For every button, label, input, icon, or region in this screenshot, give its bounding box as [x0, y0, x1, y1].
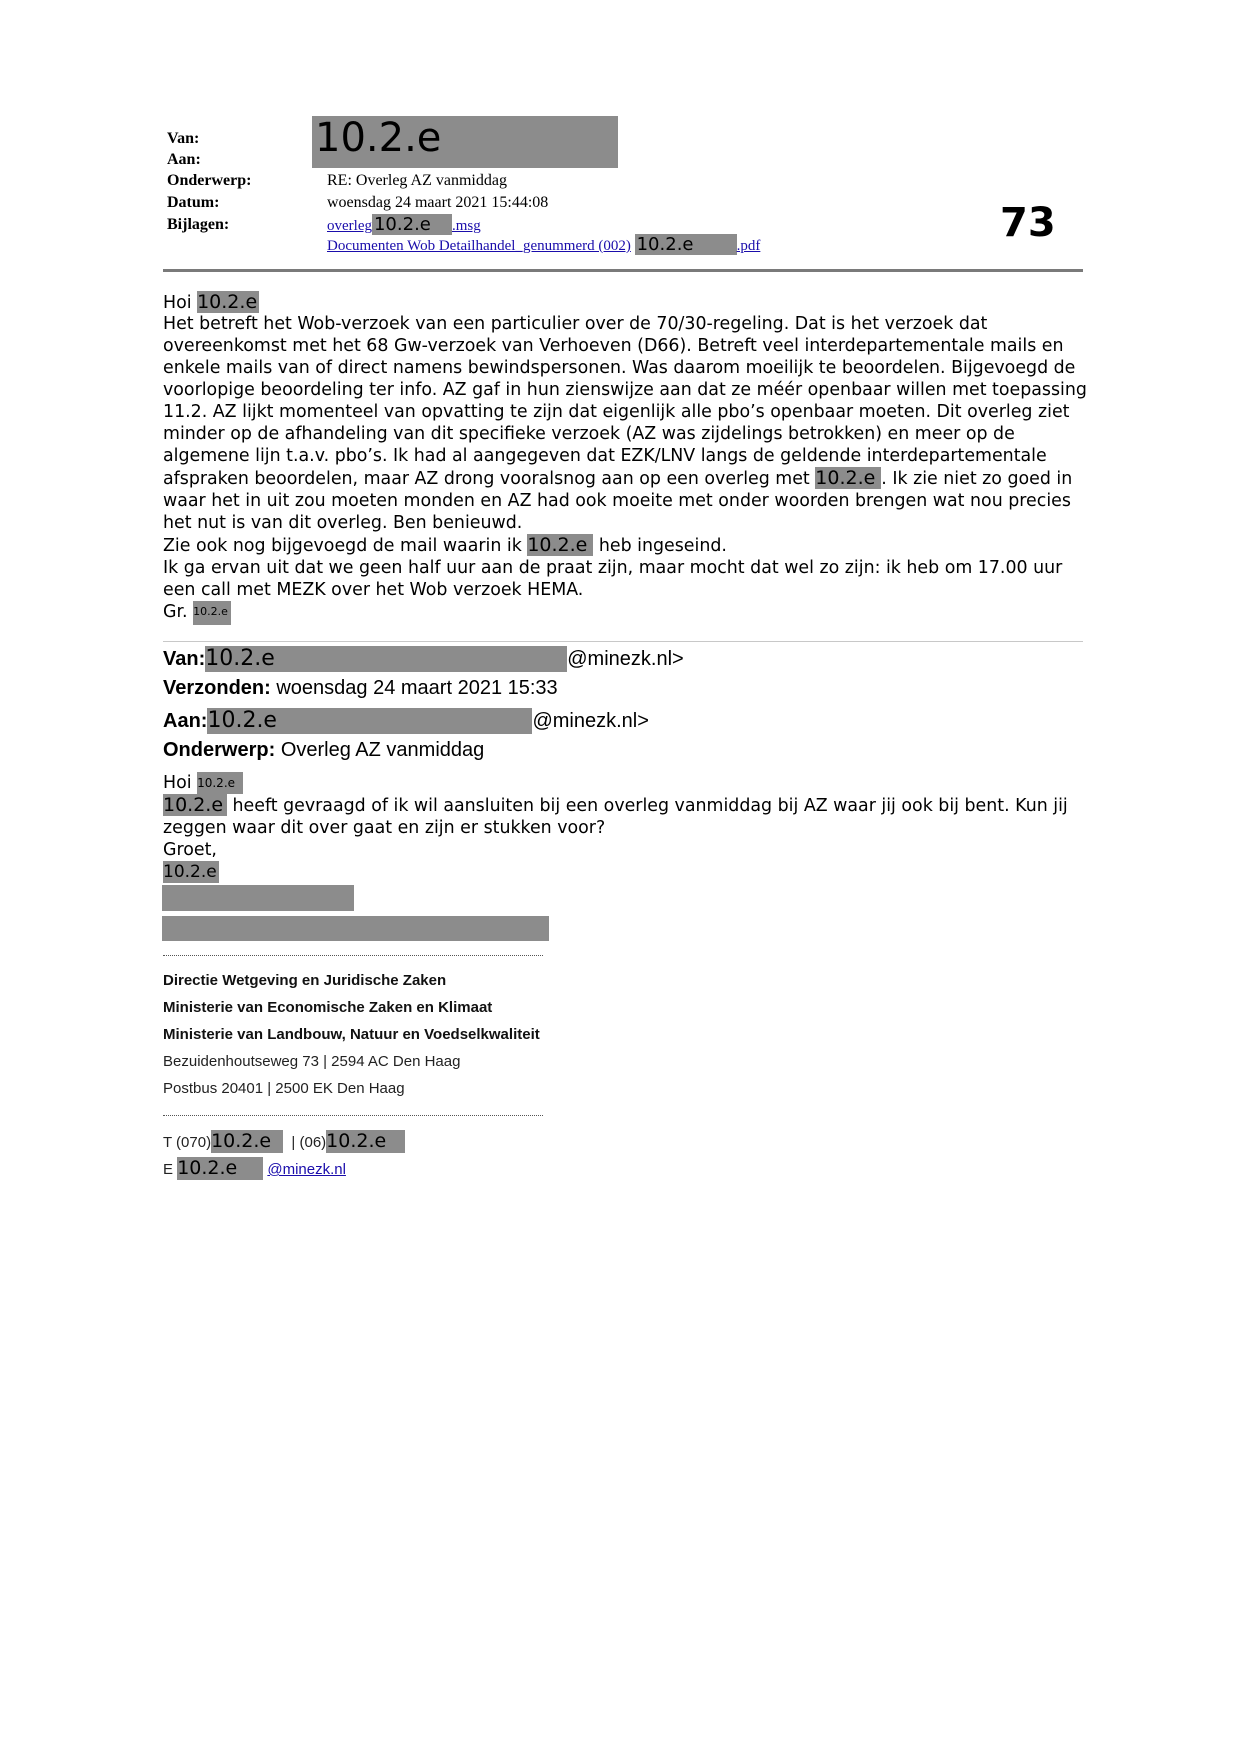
sig-email: [163, 1157, 346, 1180]
fw-verzonden-value: woensdag 24 maart 2021 15:33: [276, 677, 558, 699]
redaction-code: 10.2.e: [315, 115, 442, 161]
fw-van-label: Van:: [163, 648, 206, 670]
redaction: 10.2.e: [527, 534, 593, 556]
reply-body: [163, 291, 1093, 625]
attachment-1[interactable]: [327, 214, 481, 235]
para1-part-a: Het betreft het Wob-verzoek van een particulier over de 70/30-regeling. Dat is het verzoek dat overeenkomst met het 68 Gw-verzoek van Verhoeven (D66). Betreft veel interdepartementale mails en enkele mails van of direct namens bewindspersonen. Was daarom moeilijk te beoordelen. Bijgevoegd de voorlopige beoordeling ter info. AZ gaf in hun zienswijze aan dat ze méér openbaar willen met toepassing 11.2. AZ lijkt momenteel van opvatting te zijn dat eigenlijk alle pbo’s openbaar moeten. Dit overleg ziet minder op de afhandeling van dit specifieke verzoek (AZ was zijdelings betrokken) en meer op de algemene lijn t.a.v. pbo’s. Ik had al aangegeven dat EZK/LNV langs de geldende interdepartementale afspraken beoordelen, maar AZ drong vooralsnog aan op een overleg met: [163, 314, 1087, 489]
phone-t-label: T (070): [163, 1134, 212, 1151]
redaction: 10.2.e: [163, 794, 227, 816]
redaction: 10.2.e: [815, 467, 881, 489]
sig-line-1: Directie Wetgeving en Juridische Zaken: [163, 972, 447, 989]
redaction: 10.2.e: [197, 772, 243, 794]
aan-label: Aan:: [167, 151, 201, 168]
fw-greeting: [163, 772, 1093, 794]
fw-onderwerp-label: Onderwerp:: [163, 739, 276, 761]
reply-paragraph-1: [163, 313, 1093, 534]
redaction: 10.2.e: [635, 234, 737, 255]
phone-mobile-label: | (06): [291, 1134, 327, 1151]
fw-body-content: heeft gevraagd of ik wil aansluiten bij een overleg vanmiddag bij AZ waar jij ook bij bent. Kun jij zeggen waar dit over gaat en zijn er stukken voor?: [163, 796, 1068, 838]
signature-divider-1: [163, 955, 543, 956]
reply-signoff: [163, 601, 1093, 625]
forward-divider: [163, 641, 1083, 642]
signoff-text: Gr.: [163, 602, 188, 622]
sig-line-4: Bezuidenhoutseweg 73 | 2594 AC Den Haag: [163, 1053, 461, 1070]
para1-part-b: . Ik zie niet zo goed in waar het in uit zou moeten monden en AZ had ook moeite met onder woorden brengen wat nou precies het nut is van dit overleg. Ben benieuwd.: [163, 469, 1073, 533]
attachment-2-suffix[interactable]: .pdf: [736, 238, 761, 254]
sig-line-3: Ministerie van Landbouw, Natuur en Voedselkwaliteit: [163, 1026, 540, 1043]
sig-line-5: Postbus 20401 | 2500 EK Den Haag: [163, 1080, 405, 1097]
bijlagen-label: Bijlagen:: [167, 216, 230, 233]
para2-part-a: Zie ook nog bijgevoegd de mail waarin ik: [163, 536, 522, 556]
onderwerp-label: Onderwerp:: [167, 172, 252, 189]
greeting-text: Hoi: [163, 293, 192, 313]
forwarded-body: [163, 772, 1093, 883]
email-link[interactable]: @minezk.nl: [267, 1161, 346, 1178]
redaction: 10.2.e: [163, 861, 219, 883]
fw-onderwerp: [163, 739, 484, 762]
fw-verzonden: [163, 677, 558, 700]
attachment-1-prefix[interactable]: overleg: [327, 218, 372, 234]
fw-body-text: [163, 794, 1093, 839]
fw-van-domain: @minezk.nl>: [567, 648, 684, 670]
fw-verzonden-label: Verzonden:: [163, 677, 271, 699]
redaction-block-2: [162, 916, 549, 941]
sig-phone: [163, 1130, 405, 1153]
fw-signature-name: [163, 861, 1093, 883]
attachment-2-prefix[interactable]: Documenten Wob Detailhandel_genummerd (002): [327, 238, 631, 254]
redaction: 10.2.e: [193, 601, 231, 625]
redaction: 10.2.e: [177, 1157, 263, 1180]
fw-aan-label: Aan:: [163, 710, 208, 732]
para2-part-b: heb ingeseind.: [598, 536, 727, 556]
page-number: 73: [1000, 200, 1056, 246]
redaction: 10.2.e: [207, 708, 532, 734]
fw-signoff: Groet,: [163, 840, 217, 860]
fw-greeting-text: Hoi: [163, 773, 192, 793]
sig-line-2: Ministerie van Economische Zaken en Klimaat: [163, 999, 493, 1016]
fw-aan: [163, 708, 649, 734]
signature-divider-2: [163, 1115, 543, 1116]
redaction: 10.2.e: [326, 1130, 405, 1153]
redaction: 10.2.e: [211, 1130, 283, 1153]
reply-paragraph-2: [163, 534, 1093, 557]
redaction: 10.2.e: [372, 214, 452, 235]
redaction-block-1: [162, 885, 354, 911]
reply-greeting: [163, 291, 1093, 314]
attachment-2[interactable]: [327, 234, 760, 255]
redaction: 10.2.e: [197, 291, 258, 313]
datum-value: woensdag 24 maart 2021 15:44:08: [327, 194, 549, 211]
fw-onderwerp-value: Overleg AZ vanmiddag: [280, 739, 485, 761]
redaction-van-aan: [312, 116, 618, 168]
header-divider: [163, 269, 1083, 272]
fw-van: [163, 646, 684, 672]
attachment-1-suffix[interactable]: .msg: [451, 218, 481, 234]
reply-paragraph-3: Ik ga ervan uit dat we geen half uur aan de praat zijn, maar mocht dat wel zo zijn: ik heb om 17.00 uur een call met MEZK over het Wob verzoek HEMA.: [163, 558, 1063, 600]
datum-label: Datum:: [167, 194, 220, 211]
fw-aan-domain: @minezk.nl>: [532, 710, 649, 732]
email-label: E: [163, 1161, 174, 1178]
redaction: 10.2.e: [205, 646, 567, 672]
van-label: Van:: [167, 130, 200, 147]
onderwerp-value: RE: Overleg AZ vanmiddag: [327, 172, 507, 189]
